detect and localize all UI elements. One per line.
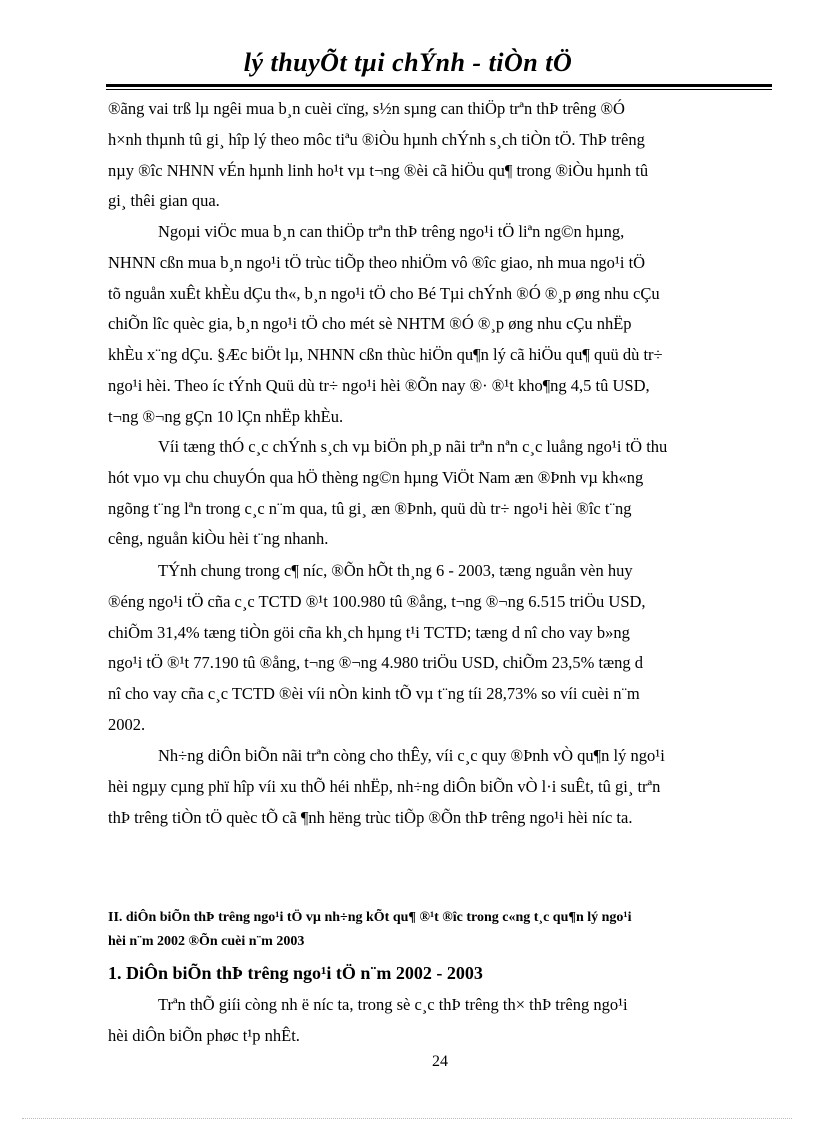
paragraph-line: chiÕm 31,4% tæng tiÒn göi cña kh¸ch hµng t¹i TCTD; tæng d nî cho vay b»ng xyxy=(108,622,630,642)
paragraph-5 xyxy=(108,741,758,833)
paragraph-line: Nh÷ng diÔn biÕn nãi trªn còng cho thÊy, víi c¸c quy ®Þnh vÒ qu¶n lý ngo¹i xyxy=(158,746,665,765)
header-rule-thin xyxy=(106,89,772,90)
paragraph-1 xyxy=(108,94,758,217)
paragraph-line: Ngoµi viÖc mua b¸n can thiÖp trªn thÞ trêng ngo¹i tÖ liªn ng©n hµng, xyxy=(158,222,625,241)
paragraph-line: tõ nguån xuÊt khÈu dÇu th«, b¸n ngo¹i tÖ cho Bé Tµi chÝnh ®Ó ®¸p øng nhu cÇu xyxy=(108,283,660,303)
section-heading-line: II. diÔn biÕn thÞ trêng ngo¹i tÖ vµ nh÷ng kÕt qu¶ ®¹t ®îc trong c«ng t¸c qu¶n lý ngo¹i xyxy=(108,910,632,925)
paragraph-line: ngo¹i hèi. Theo íc tÝnh Quü dù tr÷ ngo¹i hèi ®Õn nay ®· ®¹t kho¶ng 4,5 tû USD, xyxy=(108,375,650,395)
page-number: 24 xyxy=(432,1053,448,1070)
paragraph-line: hèi diÔn biÕn phøc t¹p nhÊt. xyxy=(108,1025,300,1045)
section-heading xyxy=(108,906,758,954)
paragraph-line: Trªn thÕ giíi còng nh ë níc ta, trong sè c¸c thÞ trêng th× thÞ trêng ngo¹i xyxy=(158,995,628,1014)
paragraph-line: ngo¹i tÖ ®¹t 77.190 tû ®ång, t¬ng ®¬ng 4.980 triÖu USD, chiÕm 23,5% tæng d xyxy=(108,653,643,673)
subsection-heading: 1. DiÔn biÕn thÞ trêng ngo¹i tÖ n¨m 2002 - 2003 xyxy=(108,963,483,983)
paragraph-line: hèi ngµy cµng phï hîp víi xu thÕ héi nhËp, nh÷ng diÔn biÕn vÒ l·i suÊt, tû gi¸ trªn xyxy=(108,776,661,796)
page-header-title: lý thuyÕt tµi chÝnh - tiÒn tÖ xyxy=(243,48,573,77)
paragraph-line: t¬ng ®¬ng gÇn 10 lÇn nhËp khÈu. xyxy=(108,406,344,426)
paragraph-line: thÞ trêng tiÒn tÖ quèc tÕ cã ¶nh hëng trùc tiÕp ®Õn thÞ trêng ngo¹i hèi níc ta. xyxy=(108,807,633,827)
paragraph-line: ®éng ngo¹i tÖ cña c¸c TCTD ®¹t 100.980 tû ®ång, t¬ng ®¬ng 6.515 triÖu USD, xyxy=(108,591,646,611)
paragraph-line: gi¸ thêi gian qua. xyxy=(108,191,220,211)
paragraph-line: nµy ®îc NHNN vÉn hµnh linh ho¹t vµ t¬ng ®èi cã hiÖu qu¶ trong ®iÒu hµnh tû xyxy=(108,160,649,180)
header-rule-thick xyxy=(106,84,772,87)
paragraph-line: khÈu x¨ng dÇu. §Æc biÖt lµ, NHNN cßn thùc hiÖn qu¶n lý cã hiÖu qu¶ quü dù tr÷ xyxy=(108,345,663,365)
section-heading-line: hèi n¨m 2002 ®Õn cuèi n¨m 2003 xyxy=(108,934,305,949)
paragraph-6 xyxy=(108,990,758,1052)
paragraph-line: nî cho vay cña c¸c TCTD ®èi víi nÒn kinh tÕ vµ t¨ng tíi 28,73% so víi cuèi n¨m xyxy=(108,684,640,704)
paragraph-line: 2002. xyxy=(108,714,146,734)
paragraph-4 xyxy=(108,556,758,741)
paragraph-line: NHNN cßn mua b¸n ngo¹i tÖ trùc tiÕp theo nhiÖm vô ®îc giao, nh mua ngo¹i tÖ xyxy=(108,252,646,272)
paragraph-line: Víi tæng thÓ c¸c chÝnh s¸ch vµ biÖn ph¸p nãi trªn nªn c¸c luång ngo¹i tÖ thu xyxy=(158,437,668,456)
paragraph-line: cêng, nguån kiÒu hèi t¨ng nhanh. xyxy=(108,529,329,549)
paragraph-line: ngõng t¨ng lªn trong c¸c n¨m qua, tû gi¸ æn ®Þnh, quü dù tr÷ ngo¹i hèi ®îc t¨ng xyxy=(108,498,632,518)
paragraph-line: ®ãng vai trß lµ ngêi mua b¸n cuèi cïng, s½n sµng can thiÖp trªn thÞ trêng ®Ó xyxy=(108,99,625,118)
footer-dotted-line xyxy=(22,1118,792,1119)
paragraph-line: chiÕn lîc quèc gia, b¸n ngo¹i tÖ cho mét sè NHTM ®Ó ®¸p øng nhu cÇu nhËp xyxy=(108,314,632,334)
paragraph-3 xyxy=(108,432,758,555)
paragraph-line: h×nh thµnh tû gi¸ hîp lý theo môc tiªu ®iÒu hµnh chÝnh s¸ch tiÒn tÖ. ThÞ trêng xyxy=(108,129,645,149)
paragraph-line: TÝnh chung trong c¶ níc, ®Õn hÕt th¸ng 6 - 2003, tæng nguån vèn huy xyxy=(158,561,633,580)
paragraph-line: hót vµo vµ chu chuyÓn qua hÖ thèng ng©n hµng ViÖt Nam æn ®Þnh vµ kh«ng xyxy=(108,467,644,487)
paragraph-2 xyxy=(108,217,758,433)
